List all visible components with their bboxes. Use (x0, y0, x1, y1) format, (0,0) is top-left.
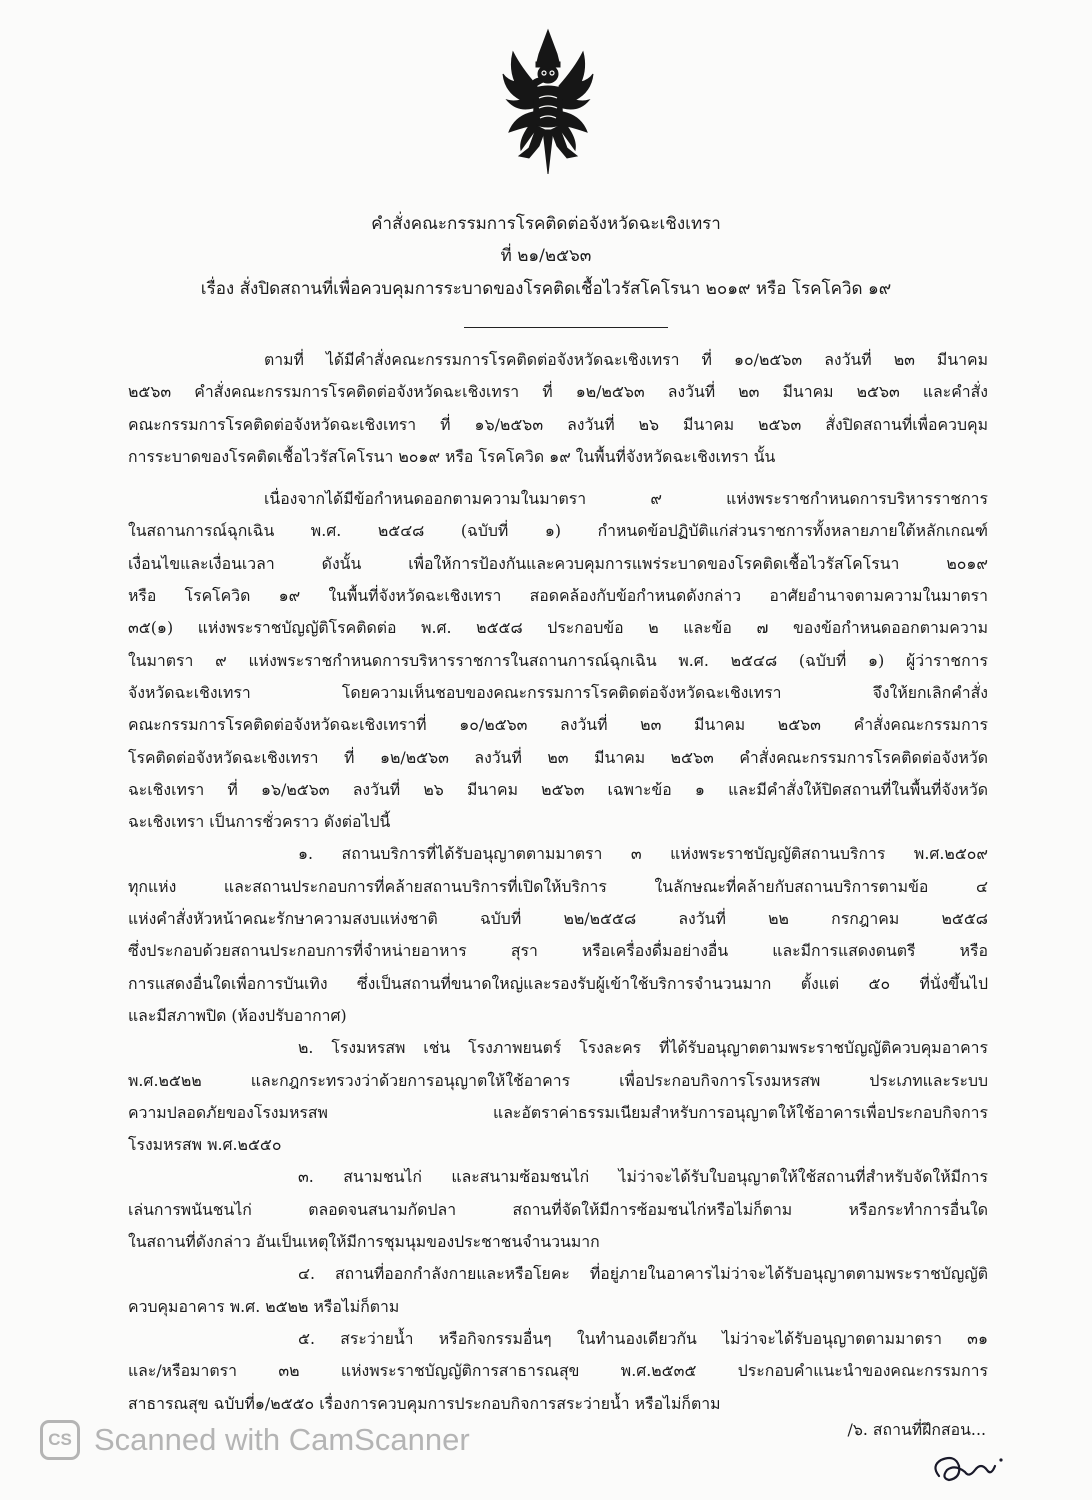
body-line: ในสถานการณ์ฉุกเฉิน พ.ศ. ๒๕๔๘ (ฉบับที่ ๑) กำหนดข้อปฏิบัติแก่ส่วนราชการทั้งหลายภายใต้หลักเกณฑ์ (128, 521, 988, 541)
continuation-note: /๖. สถานที่ฝึกสอน... (847, 1420, 986, 1439)
order-number: ที่ ๒๑/๒๕๖๓ (500, 246, 592, 266)
body-line: ตามที่ ได้มีคำสั่งคณะกรรมการโรคติดต่อจังหวัดฉะเชิงเทรา ที่ ๑๐/๒๕๖๓ ลงวันที่ ๒๓ มีนาคม (264, 350, 988, 369)
body-line: เล่นการพนันชนไก่ ตลอดจนสนามกัดปลา สถานที่จัดให้มีการซ้อมชนไก่หรือไม่ก็ตาม หรือกระทำการอื่นใด (128, 1199, 988, 1219)
body-line: หรือ โรคโควิด ๑๙ ในพื้นที่จังหวัดฉะเชิงเทรา สอดคล้องกับข้อกำหนดดังกล่าว อาศัยอำนาจตามความในมาตรา (128, 586, 988, 606)
body-line: ความปลอดภัยของโรงมหรสพ และอัตราค่าธรรมเนียมสำหรับการอนุญาตให้ใช้อาคารเพื่อประกอบกิจการ (128, 1102, 988, 1122)
body-line: ในมาตรา ๙ แห่งพระราชกำหนดการบริหารราชการในสถานการณ์ฉุกเฉิน พ.ศ. ๒๕๔๘ (ฉบับที่ ๑) ผู้ว่าราชการ (128, 650, 988, 670)
watermark-text: Scanned with CamScanner (94, 1422, 470, 1457)
body-line: โรงมหรสพ พ.ศ.๒๕๕๐ (128, 1135, 282, 1155)
body-line: เนื่องจากได้มีข้อกำหนดออกตามความในมาตรา ๙ แห่งพระราชกำหนดการบริหารราชการ (264, 489, 988, 509)
list-item-3: ๓. สนามชนไก่ และสนามซ้อมชนไก่ ไม่ว่าจะได้รับใบอนุญาตให้ใช้สถานที่สำหรับจัดให้มีการ (298, 1167, 988, 1187)
body-line: คณะกรรมการโรคติดต่อจังหวัดฉะเชิงเทรา ที่ ๑๖/๒๕๖๓ ลงวันที่ ๒๖ มีนาคม ๒๕๖๓ สั่งปิดสถานที่เพื่อควบคุม (128, 414, 988, 434)
signature-initials (925, 1448, 1005, 1488)
list-item-1: ๑. สถานบริการที่ได้รับอนุญาตตามมาตรา ๓ แห่งพระราชบัญญัติสถานบริการ พ.ศ.๒๕๐๙ (298, 844, 988, 864)
body-line: เงื่อนไขและเงื่อนเวลา ดังนั้น เพื่อให้การป้องกันและควบคุมการแพร่ระบาดของโรคติดเชื้อไวรัสโคโรนา ๒๐๑๙ (128, 553, 988, 573)
body-line: ฉะเชิงเทรา ที่ ๑๖/๒๕๖๓ ลงวันที่ ๒๖ มีนาคม ๒๕๖๓ เฉพาะข้อ ๑ และมีคำสั่งให้ปิดสถานที่ในพื้นที่จังหวัด (128, 779, 988, 799)
body-line: และ/หรือมาตรา ๓๒ แห่งพระราชบัญญัติการสาธารณสุข พ.ศ.๒๕๓๕ ประกอบคำแนะนำของคณะกรรมการ (128, 1361, 988, 1381)
body-line: คณะกรรมการโรคติดต่อจังหวัดฉะเชิงเทราที่ ๑๐/๒๕๖๓ ลงวันที่ ๒๓ มีนาคม ๒๕๖๓ คำสั่งคณะกรรมการ (128, 715, 988, 735)
body-line: พ.ศ.๒๕๒๒ และกฎกระทรวงว่าด้วยการอนุญาตให้ใช้อาคาร เพื่อประกอบกิจการโรงมหรสพ ประเภทและระบบ (128, 1070, 988, 1090)
title-divider (464, 327, 668, 328)
body-line: ซึ่งประกอบด้วยสถานประกอบการที่จำหน่ายอาหาร สุรา หรือเครื่องดื่มอย่างอื่น และมีการแสดงดนตรี หรือ (128, 941, 988, 961)
body-line: จังหวัดฉะเชิงเทรา โดยความเห็นชอบของคณะกรรมการโรคติดต่อจังหวัดฉะเชิงเทรา จึงให้ยกเลิกคำสั่ง (128, 682, 988, 702)
body-line: ควบคุมอาคาร พ.ศ. ๒๕๒๒ หรือไม่ก็ตาม (128, 1296, 400, 1316)
camscanner-logo-icon: CS (40, 1420, 80, 1460)
list-item-2: ๒. โรงมหรสพ เช่น โรงภาพยนตร์ โรงละคร ที่ได้รับอนุญาตตามพระราชบัญญัติควบคุมอาคาร (298, 1038, 988, 1058)
subject-line: เรื่อง สั่งปิดสถานที่เพื่อควบคุมการระบาดของโรคติดเชื้อไวรัสโคโรนา ๒๐๑๙ หรือ โรคโควิด ๑๙ (200, 279, 892, 299)
body-line: ๒๕๖๓ คำสั่งคณะกรรมการโรคติดต่อจังหวัดฉะเชิงเทรา ที่ ๑๒/๒๕๖๓ ลงวันที่ ๒๓ มีนาคม ๒๕๖๓ และคำสั่ง (128, 382, 988, 402)
document-body (128, 344, 988, 1420)
body-line: ทุกแห่ง และสถานประกอบการที่คล้ายสถานบริการที่เปิดให้บริการ ในลักษณะที่คล้ายกับสถานบริการตามข้อ ๔ (128, 876, 988, 896)
list-item-4: ๔. สถานที่ออกกำลังกายและหรือโยคะ ที่อยู่ภายในอาคารไม่ว่าจะได้รับอนุญาตตามพระราชบัญญัติ (298, 1264, 988, 1284)
body-line: และมีสภาพปิด (ห้องปรับอากาศ) (128, 1005, 347, 1025)
body-line: ฉะเชิงเทรา เป็นการชั่วคราว ดังต่อไปนี้ (128, 812, 391, 832)
body-line: การแสดงอื่นใดเพื่อการบันเทิง ซึ่งเป็นสถานที่ขนาดใหญ่และรองรับผู้เข้าใช้บริการจำนวนมาก ตั้งแต่ ๕๐ ที่นั่งขึ้นไป (128, 973, 988, 993)
body-line: ๓๕(๑) แห่งพระราชบัญญัติโรคติดต่อ พ.ศ. ๒๕๕๘ ประกอบข้อ ๒ และข้อ ๗ ของข้อกำหนดออกตามความ (128, 618, 988, 638)
camscanner-watermark (40, 1417, 470, 1463)
garuda-emblem-icon (499, 28, 597, 178)
document-title: คำสั่งคณะกรรมการโรคติดต่อจังหวัดฉะเชิงเทรา (371, 214, 721, 234)
body-line: แห่งคำสั่งหัวหน้าคณะรักษาความสงบแห่งชาติ ฉบับที่ ๒๒/๒๕๕๘ ลงวันที่ ๒๒ กรกฎาคม ๒๕๕๘ (128, 909, 988, 929)
list-item-5: ๕. สระว่ายน้ำ หรือกิจกรรมอื่นๆ ในทำนองเดียวกัน ไม่ว่าจะได้รับอนุญาตตามมาตรา ๓๑ (298, 1328, 988, 1348)
body-line: โรคติดต่อจังหวัดฉะเชิงเทรา ที่ ๑๒/๒๕๖๓ ลงวันที่ ๒๓ มีนาคม ๒๕๖๓ คำสั่งคณะกรรมการโรคติดต่อจังหวัด (128, 747, 988, 767)
body-line: สาธารณสุข ฉบับที่๑/๒๕๕๐ เรื่องการควบคุมการประกอบกิจการสระว่ายน้ำ หรือไม่ก็ตาม (128, 1393, 721, 1413)
body-line: การระบาดของโรคติดเชื้อไวรัสโคโรนา ๒๐๑๙ หรือ โรคโควิด ๑๙ ในพื้นที่จังหวัดฉะเชิงเทรา นั้น (128, 446, 776, 466)
body-line: ในสถานที่ดังกล่าว อันเป็นเหตุให้มีการชุมนุมของประชาชนจำนวนมาก (128, 1232, 600, 1252)
